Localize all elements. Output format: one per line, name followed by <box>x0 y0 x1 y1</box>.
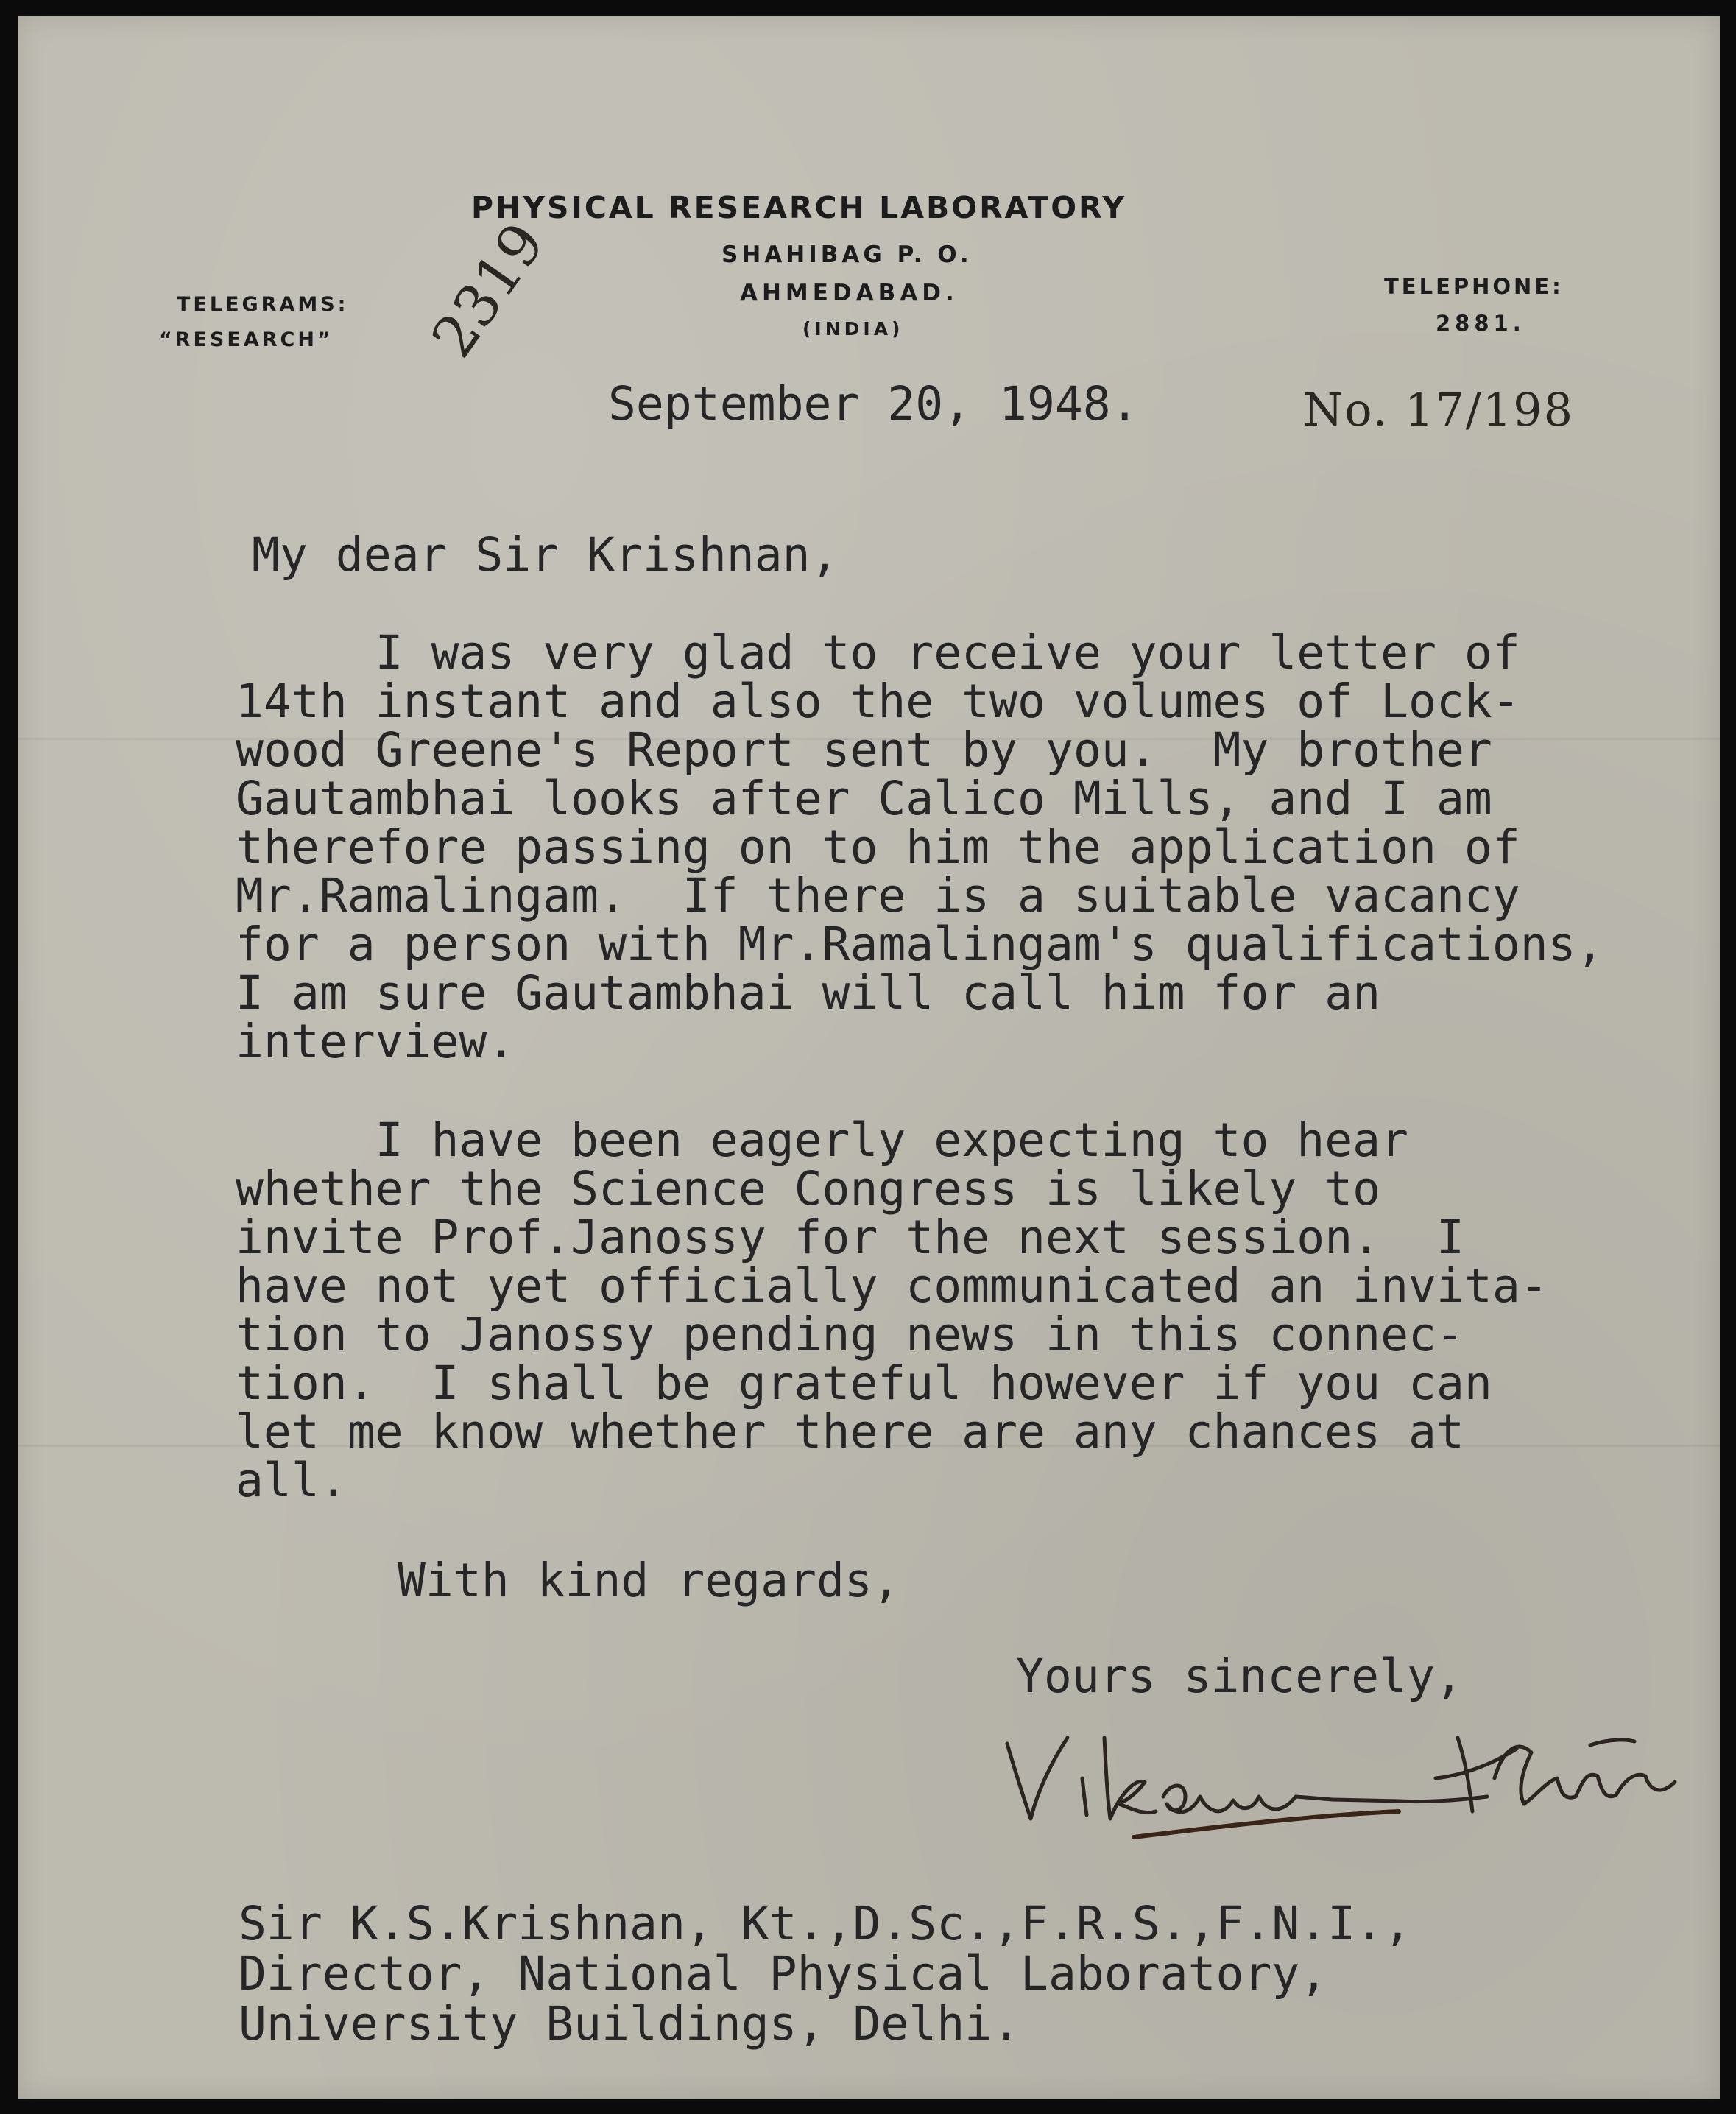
paragraph-2-line: all. <box>236 1454 347 1507</box>
salutation: My dear Sir Krishnan, <box>252 528 839 582</box>
paragraph-1-line: 14th instant and also the two volumes of Lock- <box>236 674 1520 728</box>
letterhead-name: PHYSICAL RESEARCH LABORATORY <box>471 190 1127 225</box>
telephone-value: 2881. <box>1436 311 1525 336</box>
letterhead-address-line3: (INDIA) <box>802 318 904 339</box>
paragraph-2-line: let me know whether there are any chances at <box>236 1405 1464 1459</box>
closing-regards: With kind regards, <box>398 1554 900 1607</box>
paragraph-2-line: invite Prof.Janossy for the next session. I <box>236 1211 1464 1264</box>
paragraph-2-line: have not yet officially communicated an invita- <box>236 1259 1548 1313</box>
telephone-label: TELEPHONE: <box>1384 274 1564 299</box>
recipient-line: Sir K.S.Krishnan, Kt.,D.Sc.,F.R.S.,F.N.I., <box>239 1897 1412 1951</box>
paragraph-2-line: I have been eagerly expecting to hear <box>236 1113 1409 1167</box>
handwritten-reference: No. 17/198 <box>1303 383 1575 437</box>
paragraph-1-line: for a person with Mr.Ramalingam's qualifications, <box>236 917 1604 971</box>
paragraph-2-line: tion to Janossy pending news in this connec- <box>236 1308 1464 1361</box>
paragraph-1-line: Gautambhai looks after Calico Mills, and I am <box>236 772 1492 825</box>
paragraph-1-line: therefore passing on to him the application of <box>236 820 1520 874</box>
recipient-line: Director, National Physical Laboratory, <box>239 1947 1328 2001</box>
closing-yours-sincerely: Yours sincerely, <box>1016 1649 1463 1703</box>
telegrams-label: TELEGRAMS: <box>177 293 349 316</box>
paragraph-2-line: tion. I shall be grateful however if you can <box>236 1356 1492 1410</box>
telegrams-value: “RESEARCH” <box>159 328 334 351</box>
letterhead-address-line1: SHAHIBAG P. O. <box>721 242 973 268</box>
paragraph-1-line: Mr.Ramalingam. If there is a suitable vacancy <box>236 869 1520 923</box>
handwritten-number: 2319 <box>420 211 558 370</box>
paragraph-2-line: whether the Science Congress is likely to <box>236 1162 1381 1216</box>
paragraph-1-line: wood Greene's Report sent by you. My brother <box>236 723 1492 777</box>
paragraph-1-line: I was very glad to receive your letter of <box>236 626 1520 680</box>
letter-date: September 20, 1948. <box>608 377 1139 431</box>
signature <box>987 1708 1686 1856</box>
paragraph-1-line: interview. <box>236 1015 515 1068</box>
letterhead-address-line2: AHMEDABAD. <box>740 280 959 306</box>
recipient-line: University Buildings, Delhi. <box>239 1997 1021 2051</box>
paragraph-1-line: I am sure Gautambhai will call him for an <box>236 966 1381 1020</box>
